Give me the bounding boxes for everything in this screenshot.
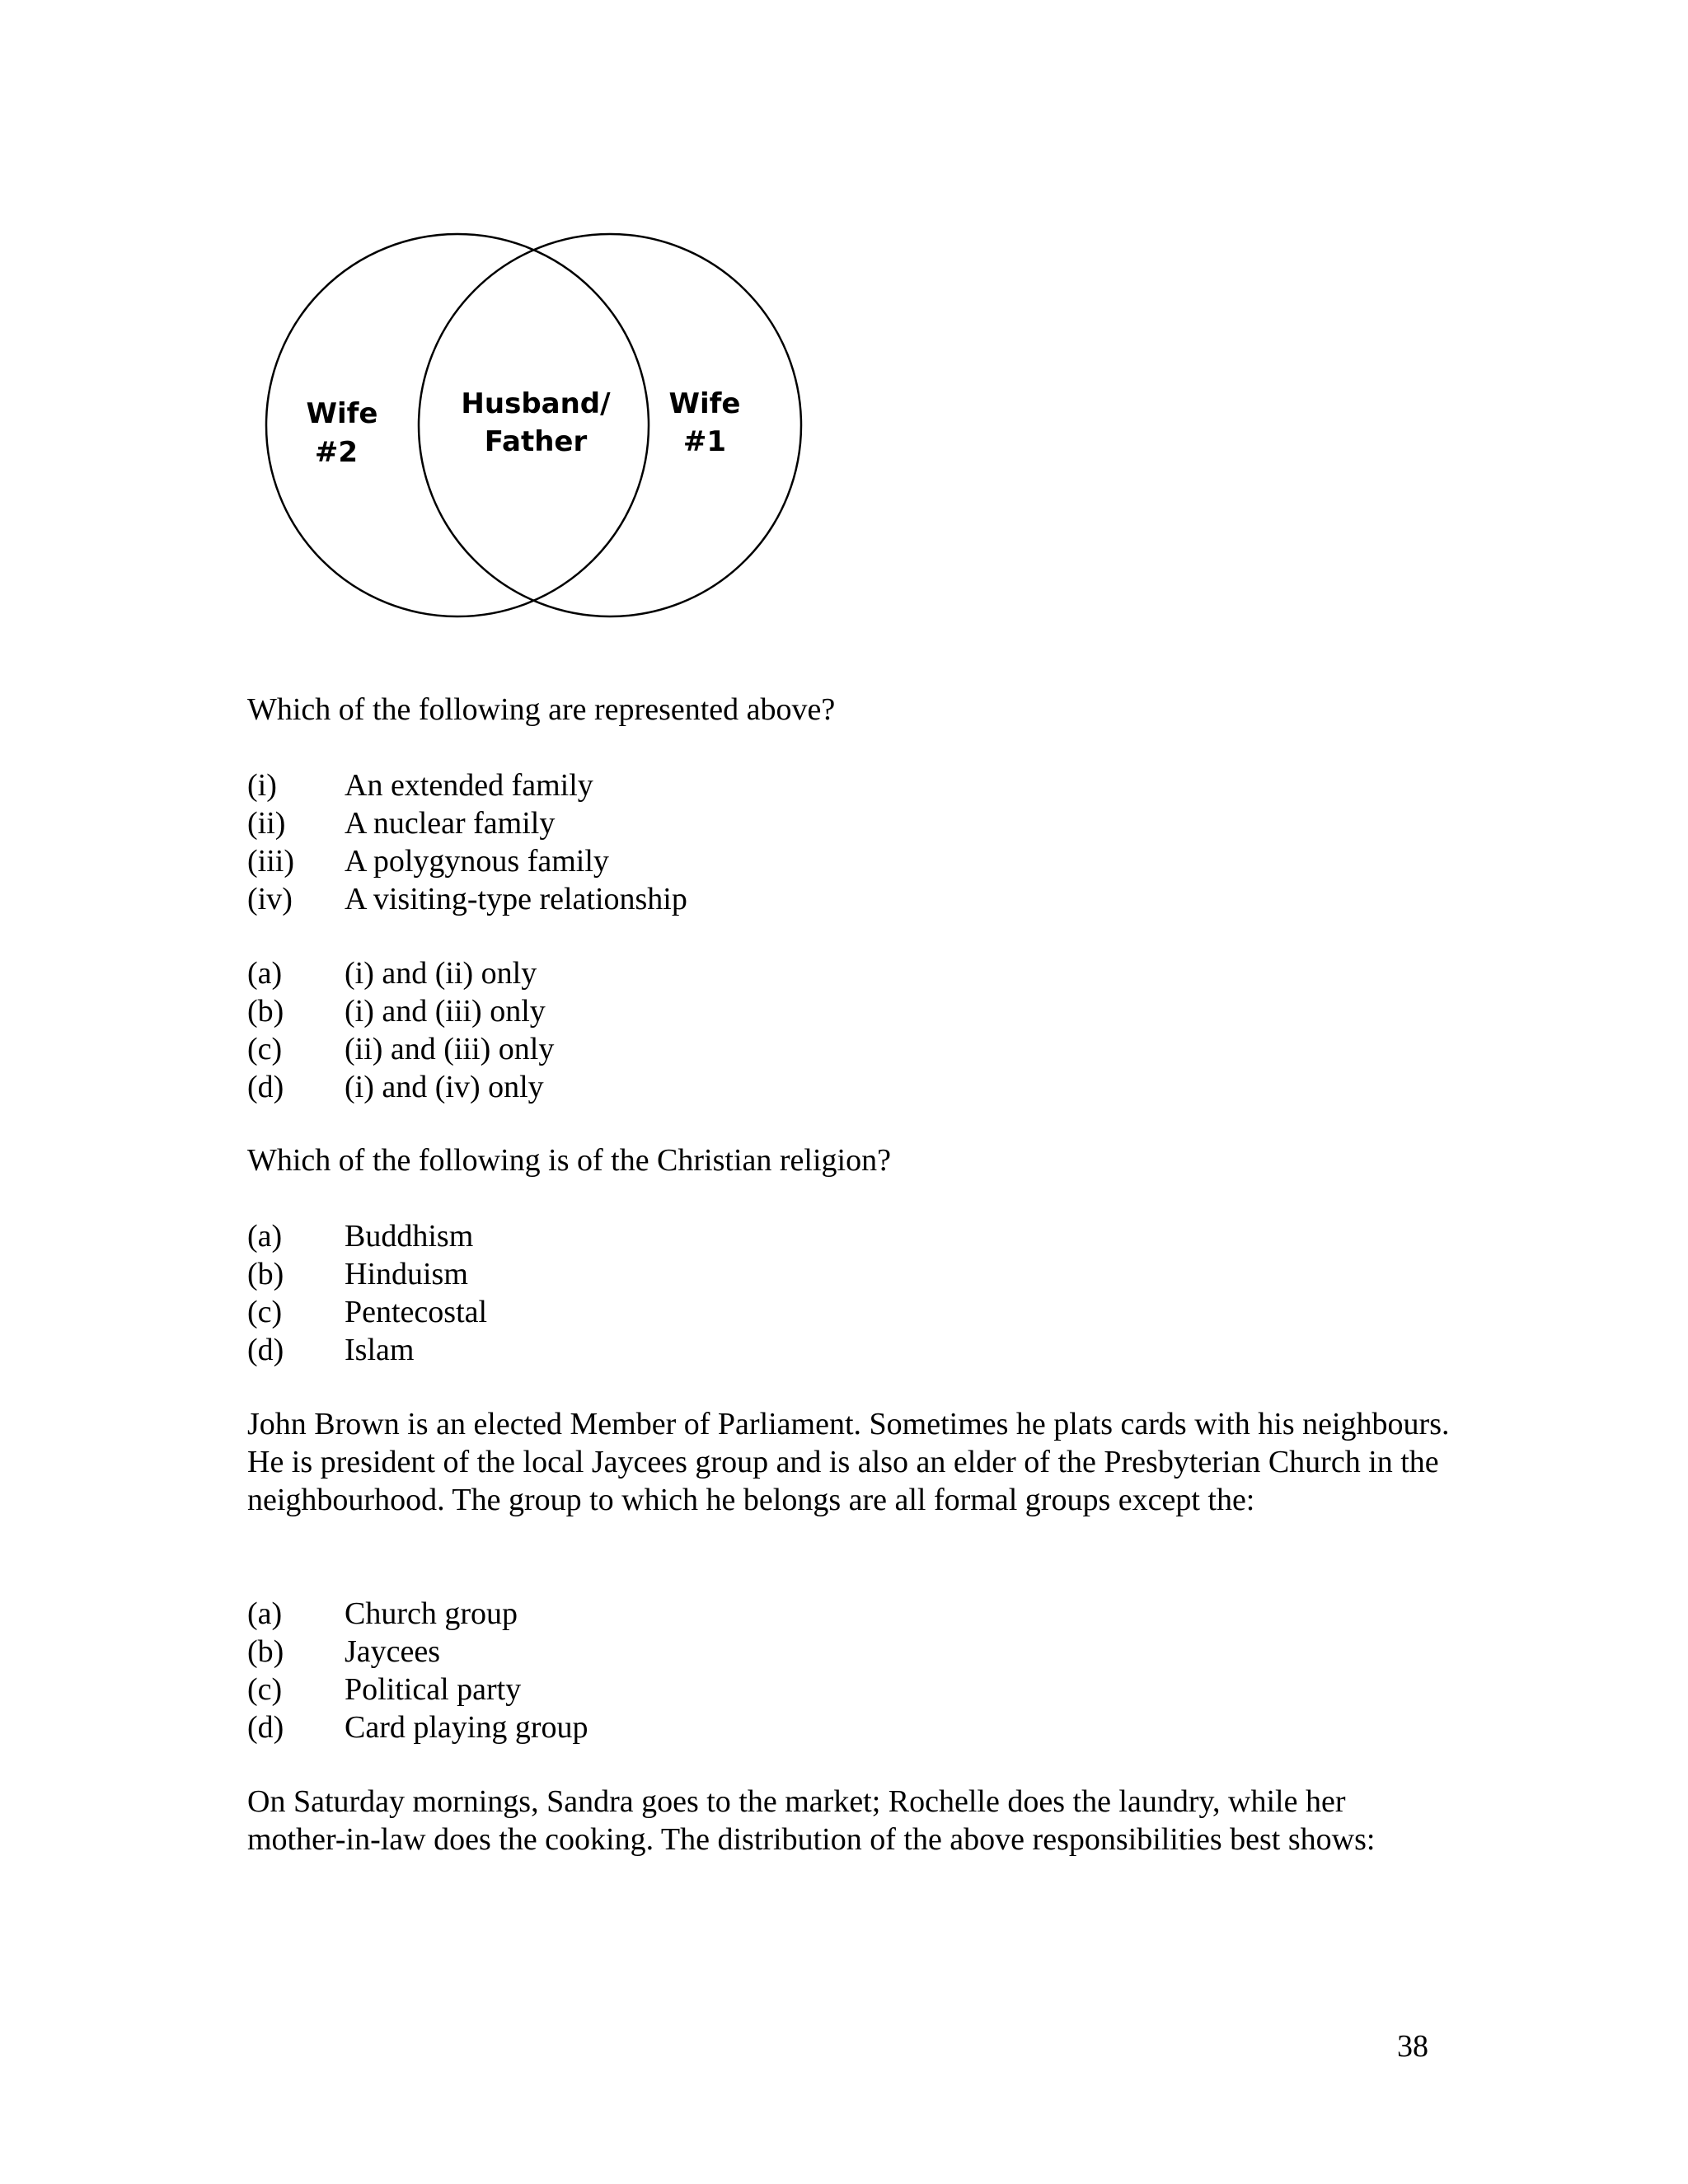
answer-option — [247, 1633, 588, 1671]
question-1-statements — [247, 766, 687, 918]
venn-diagram — [264, 227, 824, 635]
question-2-stem: Which of the following is of the Christian religion? — [247, 1143, 891, 1178]
statement-marker: (iii) — [247, 844, 294, 879]
statement-marker: (i) — [247, 768, 277, 803]
option-marker: (d) — [247, 1333, 284, 1367]
option-marker: (a) — [247, 956, 283, 991]
option-text: Pentecostal — [345, 1295, 488, 1329]
answer-option — [247, 954, 554, 992]
label-wife-2-line2: #2 — [314, 436, 359, 469]
option-text: Islam — [345, 1333, 415, 1367]
option-text: Political party — [345, 1672, 522, 1707]
statement-item — [247, 804, 687, 842]
option-marker: (a) — [247, 1596, 283, 1631]
option-text: Buddhism — [345, 1219, 474, 1254]
statement-item — [247, 766, 687, 804]
option-text: (i) and (iii) only — [345, 994, 546, 1029]
question-2-options — [247, 1217, 487, 1369]
option-text: Jaycees — [345, 1634, 441, 1669]
option-text: (ii) and (iii) only — [345, 1032, 555, 1066]
answer-option — [247, 1030, 554, 1068]
question-4-stem: On Saturday mornings, Sandra goes to the market; Rochelle does the laundry, while her mother-in-law does the cooking. The distribution of the above responsibilities best shows: — [247, 1784, 1376, 1857]
page-number: 38 — [1397, 2029, 1428, 2064]
label-wife-2-line1: Wife — [306, 397, 378, 430]
question-3-options — [247, 1595, 588, 1746]
label-wife-1-line2: #1 — [682, 425, 727, 458]
option-marker: (c) — [247, 1672, 283, 1707]
answer-option — [247, 1331, 487, 1369]
answer-option — [247, 1293, 487, 1331]
answer-option — [247, 1708, 588, 1746]
statement-text: A visiting-type relationship — [345, 882, 687, 916]
statement-text: A nuclear family — [345, 806, 556, 841]
answer-option — [247, 992, 554, 1030]
option-marker: (a) — [247, 1219, 283, 1254]
option-text: Card playing group — [345, 1710, 588, 1745]
statement-item — [247, 880, 687, 918]
label-husband-line1: Husband/ — [461, 387, 611, 420]
statement-marker: (iv) — [247, 882, 293, 916]
statement-item — [247, 842, 687, 880]
label-wife-1-line1: Wife — [668, 387, 741, 420]
option-marker: (c) — [247, 1032, 283, 1066]
option-marker: (d) — [247, 1710, 284, 1745]
option-marker: (b) — [247, 1257, 284, 1291]
answer-option — [247, 1255, 487, 1293]
statement-text: A polygynous family — [345, 844, 609, 879]
option-marker: (c) — [247, 1295, 283, 1329]
option-text: Hinduism — [345, 1257, 468, 1291]
option-marker: (b) — [247, 1634, 284, 1669]
question-3-stem: John Brown is an elected Member of Parliament. Sometimes he plats cards with his neighbours. He is president of the local Jaycees group and is also an elder of the Presbyterian Church in the neighbourhood. The group to which he belongs are all formal groups except the: — [247, 1407, 1450, 1517]
option-text: (i) and (iv) only — [345, 1070, 544, 1104]
answer-option — [247, 1217, 487, 1255]
question-1-options — [247, 954, 554, 1106]
statement-marker: (ii) — [247, 806, 286, 841]
answer-option — [247, 1068, 554, 1106]
answer-option — [247, 1595, 588, 1633]
answer-option — [247, 1671, 588, 1708]
option-marker: (d) — [247, 1070, 284, 1104]
venn-svg — [264, 227, 824, 635]
option-marker: (b) — [247, 994, 284, 1029]
circle-right — [419, 234, 801, 616]
option-text: Church group — [345, 1596, 518, 1631]
question-1-stem: Which of the following are represented above? — [247, 692, 836, 727]
option-text: (i) and (ii) only — [345, 956, 537, 991]
statement-text: An extended family — [345, 768, 593, 803]
label-father-line2: Father — [484, 425, 588, 458]
